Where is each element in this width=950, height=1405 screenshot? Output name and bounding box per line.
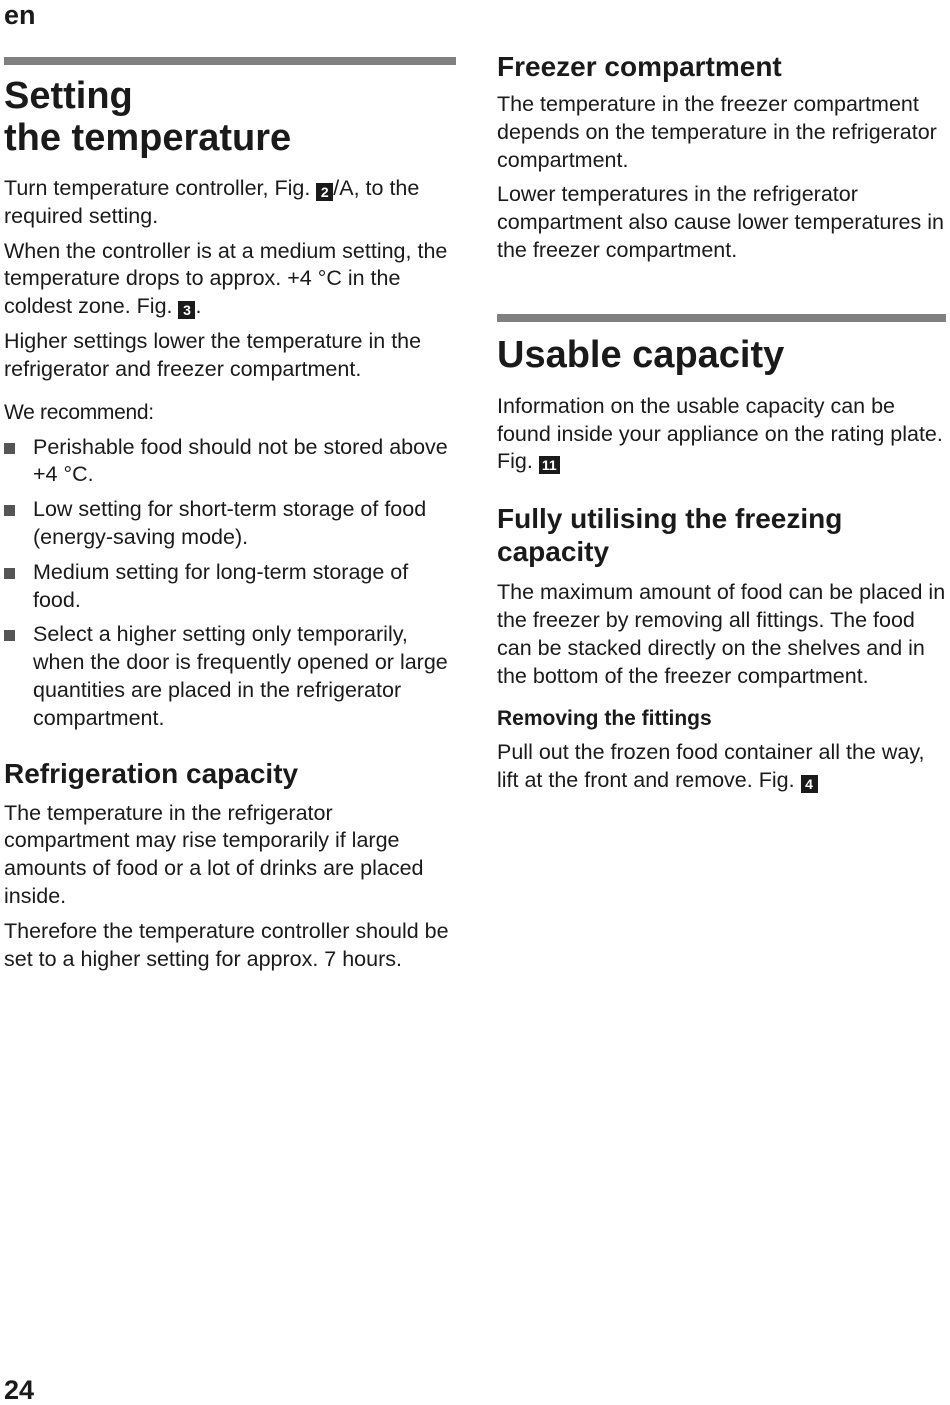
paragraph-freezer-1: The temperature in the freezer compartment depends on the temperature in the refrigerator compartment.	[497, 92, 937, 172]
list-item: Perishable food should not be stored above +4 °C.	[4, 434, 456, 490]
paragraph-usable-capacity: Information on the usable capacity can be found inside your appliance on the rating plate. Fig. 11	[497, 393, 943, 474]
title-line-1: Setting	[4, 75, 133, 117]
page-number: 24	[4, 1375, 35, 1405]
paragraph-freezer-2: Lower temperatures in the refrigerator compartment also cause lower temperatures in the freezer compartment.	[497, 182, 944, 262]
heading-removing-fittings: Removing the fittings	[497, 707, 712, 731]
language-label: en	[4, 0, 36, 30]
list-item: Low setting for short-term storage of food (energy-saving mode).	[4, 496, 456, 552]
bullet-square-icon	[4, 630, 15, 641]
section-title-setting-temperature	[4, 75, 456, 159]
list-item: Medium setting for long-term storage of food.	[4, 559, 456, 615]
title-line-2: the temperature	[4, 117, 292, 159]
section-rule	[497, 314, 946, 322]
paragraph-fully-utilising: The maximum amount of food can be placed in the freezer by removing all fittings. The food can be stacked directly on the shelves and in the bottom of the freezer compartment.	[497, 580, 946, 688]
section-rule	[4, 57, 456, 65]
paragraph-removing-fittings: Pull out the frozen food container all the way, lift at the front and remove. Fig. 4	[497, 740, 925, 793]
figure-reference-badge: 2	[316, 183, 333, 201]
heading-freezer-compartment: Freezer compartment	[497, 51, 782, 82]
recommend-heading: We recommend:	[4, 400, 154, 424]
bullet-square-icon	[4, 505, 15, 516]
paragraph-medium-setting: When the controller is at a medium setting, the temperature drops to approx. +4 °C in the coldest zone. Fig. 3 .	[4, 238, 448, 319]
right-column	[497, 0, 946, 795]
figure-reference-badge: 3	[178, 301, 195, 319]
section-title-usable-capacity: Usable capacity	[497, 333, 785, 376]
recommendation-list	[4, 434, 456, 733]
heading-fully-utilising: Fully utilising the freezing capacity	[497, 503, 843, 568]
bullet-square-icon	[4, 568, 15, 579]
list-item: Select a higher setting only temporarily, when the door is frequently opened or large quantities are placed in the refrigerator compartment.	[4, 621, 456, 732]
paragraph-higher-settings: Higher settings lower the temperature in the refrigerator and freezer compartment.	[4, 328, 422, 381]
figure-reference-badge: 4	[801, 775, 818, 793]
figure-reference-badge: 11	[539, 456, 560, 474]
bullet-square-icon	[4, 443, 15, 454]
paragraph-controller: Turn temperature controller, Fig. 2 /A, to the required setting.	[4, 176, 420, 228]
left-column	[4, 0, 456, 973]
paragraph-refrigeration-2: Therefore the temperature controller should be set to a higher setting for approx. 7 hours.	[4, 918, 449, 971]
paragraph-refrigeration-1: The temperature in the refrigerator compartment may rise temporarily if large amounts of food or a lot of drinks are placed inside.	[4, 800, 424, 908]
heading-refrigeration-capacity: Refrigeration capacity	[4, 757, 299, 789]
